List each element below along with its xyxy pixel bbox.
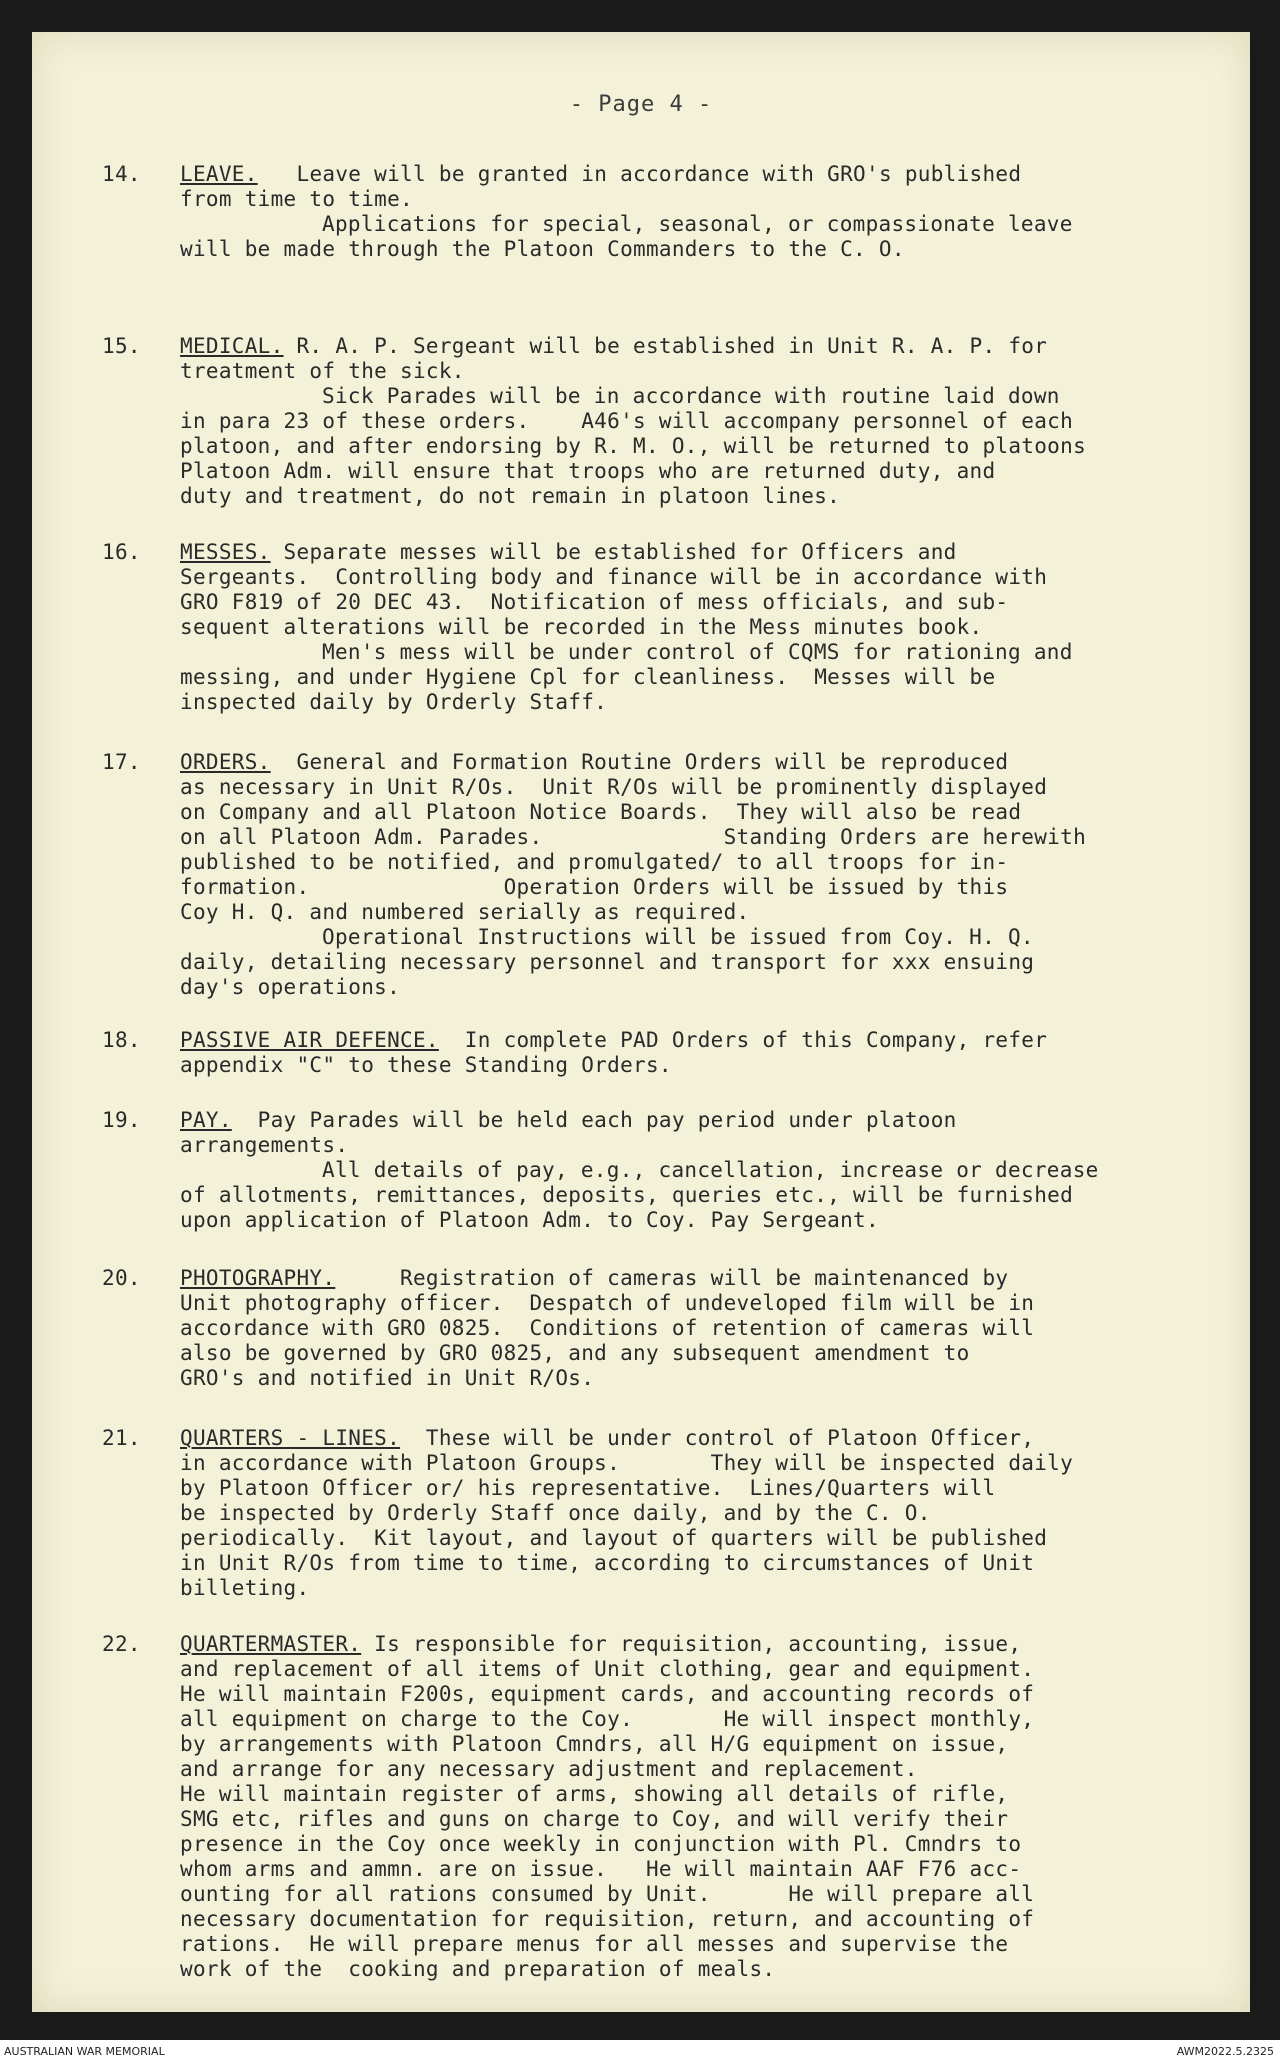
- line-text: appendix "C" to these Standing Orders.: [180, 1053, 672, 1077]
- text-line: [180, 1576, 1280, 1601]
- line-text: Registration of cameras will be maintenanced by: [335, 1266, 1009, 1290]
- text-line: [180, 800, 1280, 825]
- line-text: SMG etc, rifles and guns on charge to Coy, and will verify their: [180, 1807, 1009, 1831]
- paragraph-number: 18.: [102, 1028, 141, 1052]
- text-line: [180, 1732, 1280, 1757]
- line-text: Is responsible for requisition, accounting, issue,: [361, 1632, 1022, 1656]
- text-line: [180, 825, 1280, 850]
- line-text: on all Platoon Adm. Parades. Standing Orders are herewith: [180, 825, 1087, 849]
- text-line: [180, 615, 1280, 640]
- line-text: day's operations.: [180, 975, 401, 999]
- text-line: [180, 690, 1280, 715]
- text-line: [180, 1932, 1280, 1957]
- line-text: He will maintain register of arms, showing all details of rifle,: [180, 1782, 1009, 1806]
- text-line: [180, 1501, 1280, 1526]
- line-text: from time to time.: [180, 187, 413, 211]
- text-line: [322, 1158, 1280, 1183]
- text-line: [180, 1208, 1280, 1233]
- paragraph-number: 19.: [102, 1108, 141, 1132]
- line-text: necessary documentation for requisition, return, and accounting of: [180, 1907, 1035, 1931]
- line-text: platoon, and after endorsing by R. M. O., will be returned to platoons: [180, 434, 1087, 458]
- line-text: duty and treatment, do not remain in platoon lines.: [180, 484, 841, 508]
- footer-archive-name: AUSTRALIAN WAR MEMORIAL: [4, 2045, 165, 2058]
- line-text: accordance with GRO 0825. Conditions of retention of cameras will: [180, 1316, 1035, 1340]
- line-text: published to be notified, and promulgated/ to all troops for in-: [180, 850, 1009, 874]
- line-text: All details of pay, e.g., cancellation, increase or decrease: [322, 1158, 1099, 1182]
- text-line: [180, 187, 1280, 212]
- line-text: Pay Parades will be held each pay period under platoon: [231, 1108, 957, 1132]
- text-line: [180, 1957, 1280, 1982]
- line-text: also be governed by GRO 0825, and any subsequent amendment to: [180, 1341, 970, 1365]
- paragraph-number: 20.: [102, 1266, 141, 1290]
- paragraph: [102, 1028, 1222, 1078]
- text-line: [180, 237, 1280, 262]
- text-line: [180, 1366, 1280, 1391]
- line-text: treatment of the sick.: [180, 359, 465, 383]
- line-text: periodically. Kit layout, and layout of quarters will be published: [180, 1526, 1048, 1550]
- paragraph-number: 14.: [102, 162, 141, 186]
- text-line: [180, 1782, 1280, 1807]
- text-line: [180, 1316, 1280, 1341]
- line-text: sequent alterations will be recorded in the Mess minutes book.: [180, 615, 983, 639]
- paragraph-heading: MEDICAL.: [180, 334, 284, 358]
- line-text: in Unit R/Os from time to time, according to circumstances of Unit: [180, 1551, 1035, 1575]
- text-line: [180, 484, 1280, 509]
- text-line: [180, 359, 1280, 384]
- text-line: [180, 1183, 1280, 1208]
- line-text: GRO F819 of 20 DEC 43. Notification of mess officials, and sub-: [180, 590, 1009, 614]
- text-line: [180, 1451, 1280, 1476]
- text-line: [322, 384, 1280, 409]
- line-text: inspected daily by Orderly Staff.: [180, 690, 608, 714]
- paragraph: [102, 1266, 1222, 1391]
- line-text: upon application of Platoon Adm. to Coy. Pay Sergeant.: [180, 1208, 879, 1232]
- paragraph-number: 21.: [102, 1426, 141, 1450]
- line-text: all equipment on charge to the Coy. He will inspect monthly,: [180, 1707, 1035, 1731]
- paragraph-number: 17.: [102, 750, 141, 774]
- paragraph-heading: QUARTERS - LINES.: [180, 1426, 401, 1450]
- line-text: in accordance with Platoon Groups. They will be inspected daily: [180, 1451, 1074, 1475]
- text-line: [180, 1551, 1280, 1576]
- paragraph-number: 16.: [102, 540, 141, 564]
- paragraph: [102, 162, 1222, 262]
- text-line: [180, 900, 1280, 925]
- footer-reference-id: AWM2022.5.2325: [1176, 2045, 1274, 2058]
- line-text: presence in the Coy once weekly in conjunction with Pl. Cmndrs to: [180, 1832, 1022, 1856]
- paragraph-heading: PHOTOGRAPHY.: [180, 1266, 336, 1290]
- line-text: rations. He will prepare menus for all messes and supervise the: [180, 1932, 1009, 1956]
- line-text: These will be under control of Platoon Officer,: [400, 1426, 1035, 1450]
- line-text: in para 23 of these orders. A46's will accompany personnel of each: [180, 409, 1074, 433]
- typed-page: [32, 32, 1250, 2012]
- line-text: Sick Parades will be in accordance with routine laid down: [322, 384, 1060, 408]
- text-line: [180, 1707, 1280, 1732]
- text-line: [180, 1526, 1280, 1551]
- text-line: [180, 1266, 1280, 1291]
- line-text: on Company and all Platoon Notice Boards. They will also be read: [180, 800, 1022, 824]
- line-text: by Platoon Officer or/ his representative. Lines/Quarters will: [180, 1476, 996, 1500]
- line-text: Men's mess will be under control of CQMS for rationing and: [322, 640, 1073, 664]
- paragraph-heading: QUARTERMASTER.: [180, 1632, 362, 1656]
- text-line: [180, 540, 1280, 565]
- paragraph-heading: PAY.: [180, 1108, 232, 1132]
- paragraph: [102, 1108, 1222, 1233]
- text-line: [180, 1907, 1280, 1932]
- text-line: [180, 775, 1280, 800]
- text-line: [180, 1657, 1280, 1682]
- paragraph: [102, 334, 1222, 509]
- text-line: [180, 750, 1280, 775]
- line-text: Separate messes will be established for Officers and: [270, 540, 957, 564]
- line-text: and replacement of all items of Unit clothing, gear and equipment.: [180, 1657, 1035, 1681]
- text-line: [180, 1476, 1280, 1501]
- line-text: Unit photography officer. Despatch of undeveloped film will be in: [180, 1291, 1035, 1315]
- text-line: [180, 1291, 1280, 1316]
- text-line: [180, 1632, 1280, 1657]
- line-text: Sergeants. Controlling body and finance will be in accordance with: [180, 565, 1048, 589]
- line-text: GRO's and notified in Unit R/Os.: [180, 1366, 595, 1390]
- text-line: [180, 1053, 1280, 1078]
- text-line: [180, 1028, 1280, 1053]
- text-line: [180, 1133, 1280, 1158]
- page-number-heading: - Page 4 -: [569, 92, 713, 117]
- paragraph-heading: PASSIVE AIR DEFENCE.: [180, 1028, 439, 1052]
- line-text: and arrange for any necessary adjustment and replacement.: [180, 1757, 918, 1781]
- text-line: [180, 1757, 1280, 1782]
- line-text: formation. Operation Orders will be issued by this: [180, 875, 1009, 899]
- paragraph: [102, 1632, 1222, 1982]
- line-text: arrangements.: [180, 1133, 349, 1157]
- line-text: as necessary in Unit R/Os. Unit R/Os will be prominently displayed: [180, 775, 1048, 799]
- line-text: In complete PAD Orders of this Company, refer: [438, 1028, 1048, 1052]
- line-text: ounting for all rations consumed by Unit. He will prepare all: [180, 1882, 1035, 1906]
- line-text: Coy H. Q. and numbered serially as required.: [180, 900, 750, 924]
- paragraph-heading: MESSES.: [180, 540, 271, 564]
- line-text: Leave will be granted in accordance with GRO's published: [257, 162, 1022, 186]
- text-line: [180, 409, 1280, 434]
- text-line: [180, 1857, 1280, 1882]
- line-text: be inspected by Orderly Staff once daily, and by the C. O.: [180, 1501, 931, 1525]
- text-line: [180, 565, 1280, 590]
- text-line: [180, 459, 1280, 484]
- text-line: [180, 850, 1280, 875]
- text-line: [180, 1341, 1280, 1366]
- text-line: [180, 975, 1280, 1000]
- line-text: General and Formation Routine Orders will be reproduced: [270, 750, 1009, 774]
- text-line: [180, 590, 1280, 615]
- paragraph: [102, 750, 1222, 1000]
- paragraph-heading: ORDERS.: [180, 750, 271, 774]
- text-line: [180, 434, 1280, 459]
- line-text: Platoon Adm. will ensure that troops who are returned duty, and: [180, 459, 996, 483]
- line-text: work of the cooking and preparation of meals.: [180, 1957, 776, 1981]
- text-line: [180, 1807, 1280, 1832]
- text-line: [180, 1882, 1280, 1907]
- line-text: by arrangements with Platoon Cmndrs, all H/G equipment on issue,: [180, 1732, 1009, 1756]
- line-text: of allotments, remittances, deposits, queries etc., will be furnished: [180, 1183, 1074, 1207]
- text-line: [180, 665, 1280, 690]
- line-text: whom arms and ammn. are on issue. He will maintain AAF F76 acc-: [180, 1857, 1022, 1881]
- paragraph: [102, 1426, 1222, 1601]
- line-text: He will maintain F200s, equipment cards, and accounting records of: [180, 1682, 1035, 1706]
- line-text: billeting.: [180, 1576, 310, 1600]
- line-text: R. A. P. Sergeant will be established in Unit R. A. P. for: [283, 334, 1048, 358]
- line-text: daily, detailing necessary personnel and transport for xxx ensuing: [180, 950, 1035, 974]
- line-text: will be made through the Platoon Commanders to the C. O.: [180, 237, 905, 261]
- text-line: [180, 1108, 1280, 1133]
- paragraph-number: 22.: [102, 1632, 141, 1656]
- text-line: [180, 1426, 1280, 1451]
- text-line: [180, 1682, 1280, 1707]
- line-text: Operational Instructions will be issued from Coy. H. Q.: [322, 925, 1034, 949]
- line-text: messing, and under Hygiene Cpl for cleanliness. Messes will be: [180, 665, 996, 689]
- paragraph: [102, 540, 1222, 715]
- text-line: [180, 334, 1280, 359]
- text-line: [322, 640, 1280, 665]
- text-line: [180, 162, 1280, 187]
- text-line: [180, 875, 1280, 900]
- text-line: [180, 1832, 1280, 1857]
- text-line: [322, 212, 1280, 237]
- text-line: [180, 950, 1280, 975]
- text-line: [322, 925, 1280, 950]
- line-text: Applications for special, seasonal, or compassionate leave: [322, 212, 1073, 236]
- paragraph-heading: LEAVE.: [180, 162, 258, 186]
- paragraph-number: 15.: [102, 334, 141, 358]
